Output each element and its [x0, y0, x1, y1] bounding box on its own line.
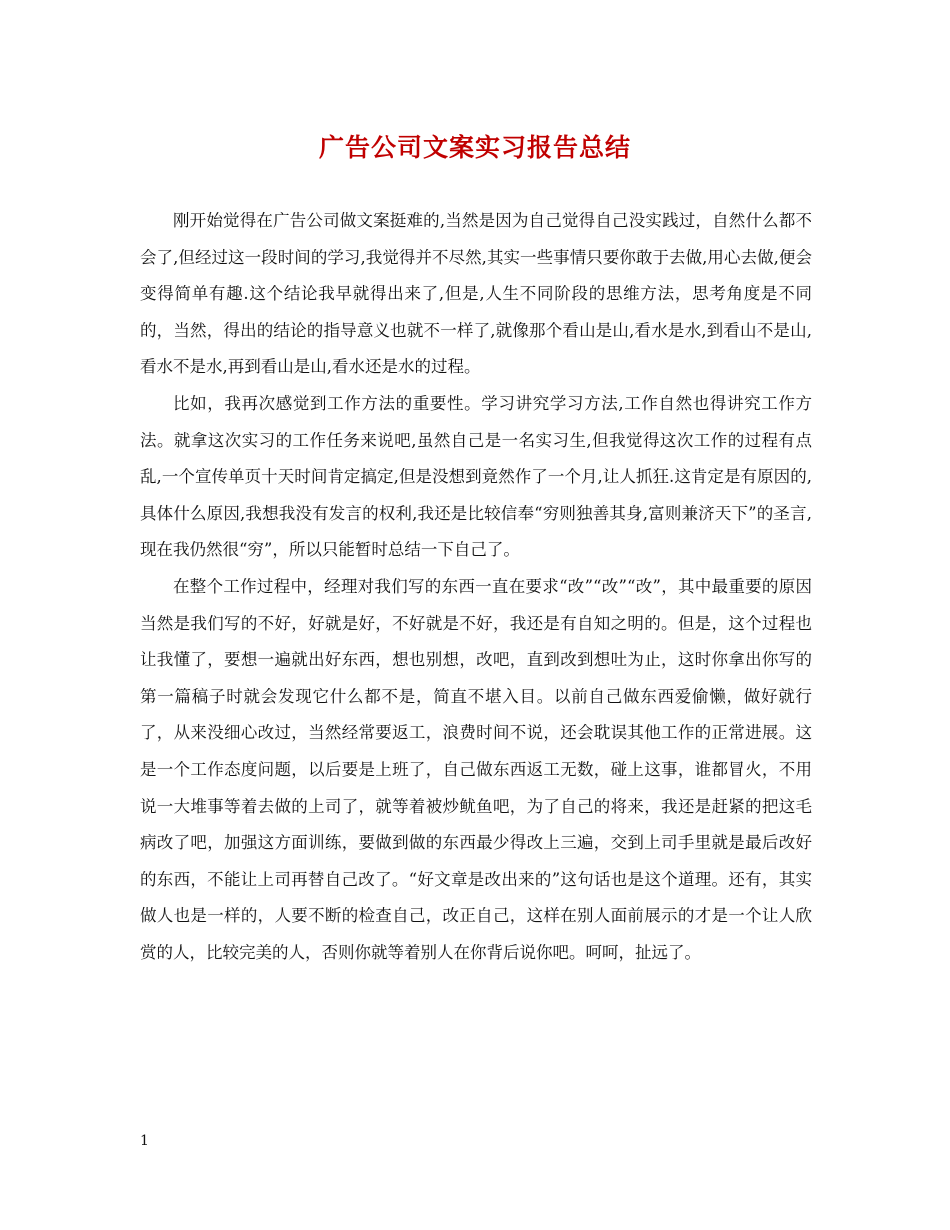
document-body: [140, 203, 812, 971]
paragraph-1: 刚开始觉得在广告公司做文案挺难的,当然是因为自己觉得自己没实践过，自然什么都不会了,但经过这一段时间的学习,我觉得并不尽然,其实一些事情只要你敢于去做,用心去做,便会变得简单有趣.这个结论我早就得出来了,但是,人生不同阶段的思维方法，思考角度是不同的，当然，得出的结论的指导意义也就不一样了,就像那个看山是山,看水是水,到看山不是山,看水不是水,再到看山是山,看水还是水的过程。: [140, 211, 812, 377]
page-number: 1: [140, 1133, 149, 1149]
paragraph-3: 在整个工作过程中，经理对我们写的东西一直在要求“改”“改”“改”，其中最重要的原因当然是我们写的不好，好就是好，不好就是不好，我还是有自知之明的。但是，这个过程也让我懂了，要想一遍就出好东西，想也别想，改吧，直到改到想吐为止，这时你拿出你写的第一篇稿子时就会发现它什么都不是，简直不堪入目。以前自己做东西爱偷懒，做好就行了，从来没细心改过，当然经常要返工，浪费时间不说，还会耽误其他工作的正常进展。这是一个工作态度问题，以后要是上班了，自己做东西返工无数，碰上这事，谁都冒火，不用说一大堆事等着去做的上司了，就等着被炒鱿鱼吧，为了自己的将来，我还是赶紧的把这毛病改了吧，加强这方面训练，要做到做的东西最少得改上三遍，交到上司手里就是最后改好的东西，不能让上司再替自己改了。“好文章是改出来的”这句话也是这个道理。还有，其实做人也是一样的，人要不断的检查自己，改正自己，这样在别人面前展示的才是一个让人欣赏的人，比较完美的人，否则你就等着别人在你背后说你吧。呵呵，扯远了。: [140, 576, 812, 962]
paragraph-2: 比如，我再次感觉到工作方法的重要性。学习讲究学习方法,工作自然也得讲究工作方法。就拿这次实习的工作任务来说吧,虽然自己是一名实习生,但我觉得这次工作的过程有点乱,一个宣传单页十天时间肯定搞定,但是没想到竟然作了一个月,让人抓狂.这肯定是有原因的,具体什么原因,我想我没有发言的权利,我还是比较信奉“穷则独善其身,富则兼济天下”的圣言,现在我仍然很“穷”，所以只能暂时总结一下自己了。: [140, 393, 812, 560]
document-title: 广告公司文案实习报告总结: [318, 133, 631, 162]
